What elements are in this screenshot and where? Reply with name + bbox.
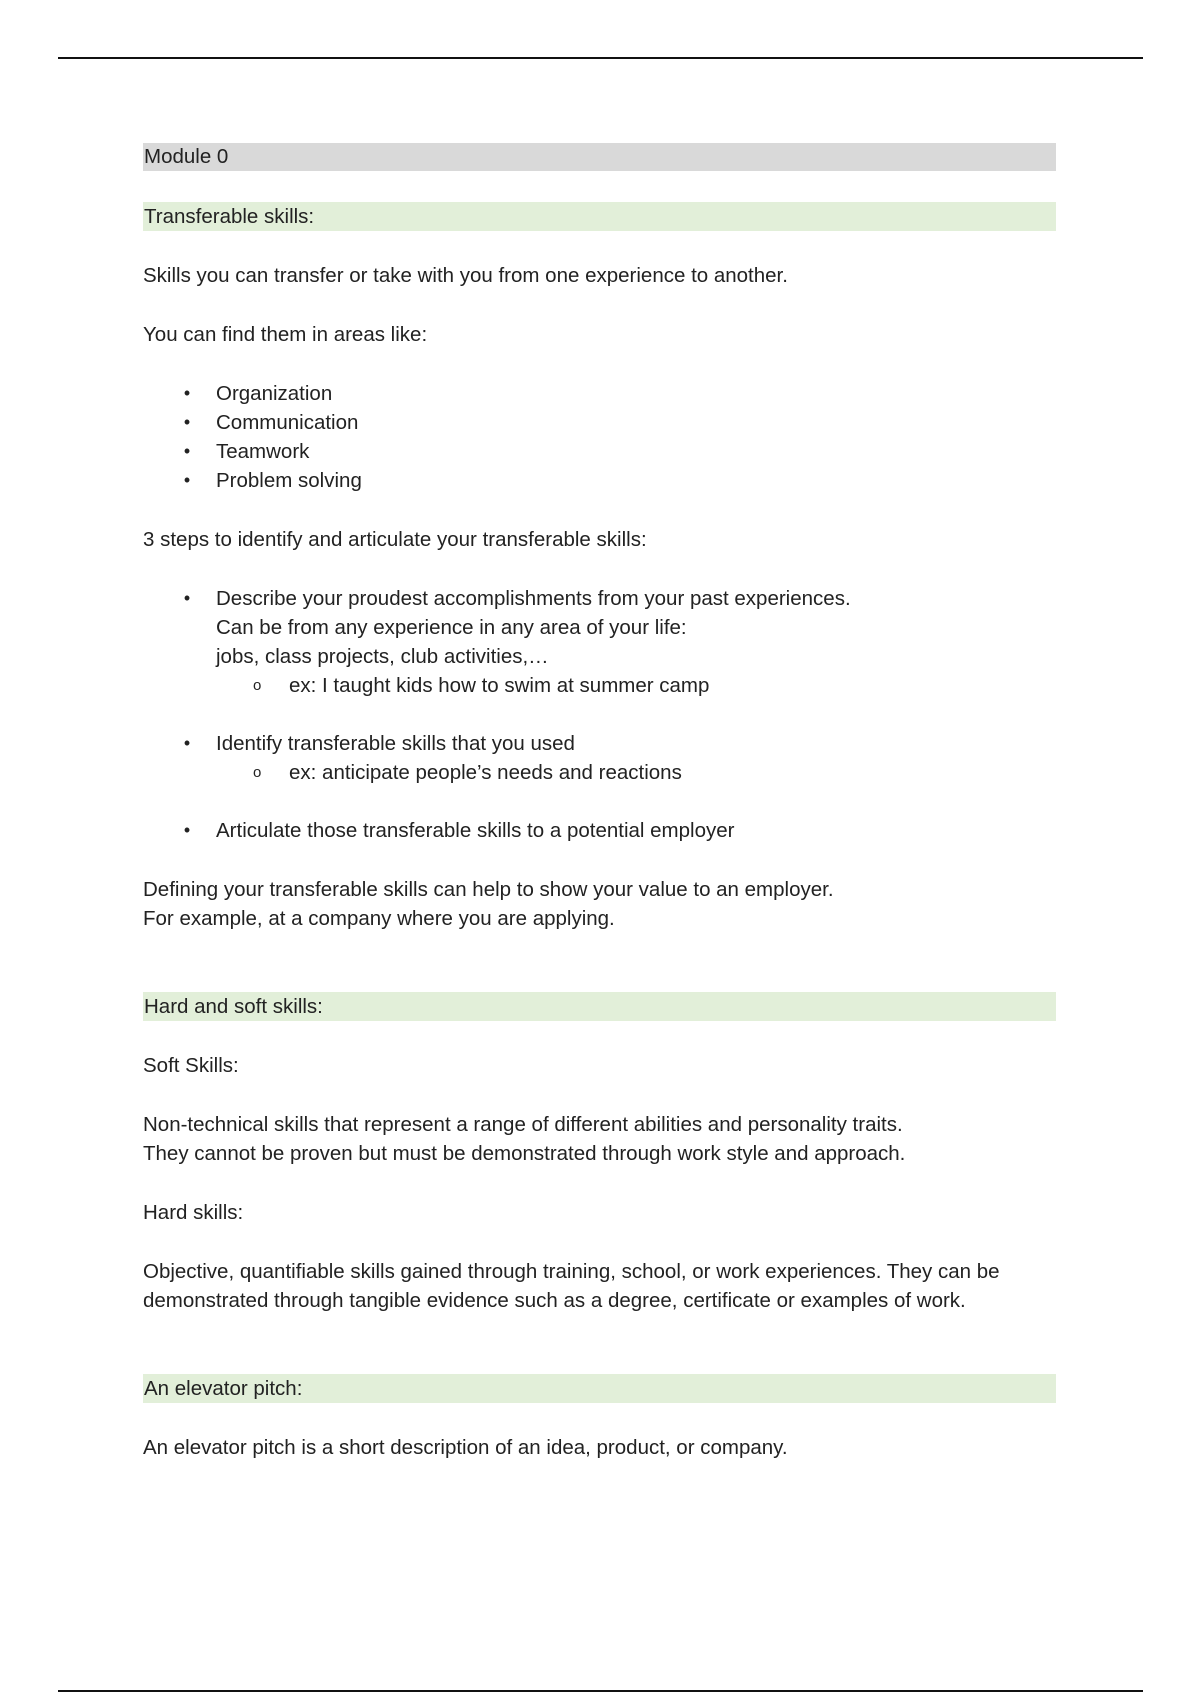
closing-line-1: Defining your transferable skills can help to show your value to an employer. (143, 878, 834, 901)
transferable-definition: Skills you can transfer or take with you from one experience to another. (143, 264, 788, 287)
steps-list-2 (143, 729, 1056, 758)
step-item-2: • Identify transferable skills that you used (143, 729, 1056, 758)
list-item: • Teamwork (143, 437, 1056, 466)
hard-skills-text: Objective, quantifiable skills gained through training, school, or work experiences. They can be demonstrated through tangible evidence such as a degree, certificate or examples of work. (143, 1260, 1000, 1312)
step-2-example-list (143, 758, 1056, 787)
bullet-icon: • (183, 383, 191, 403)
bullet-icon: • (183, 441, 191, 461)
soft-skills-label: Soft Skills: (143, 1054, 239, 1077)
areas-intro: You can find them in areas like: (143, 323, 428, 346)
document-page (143, 143, 1056, 1462)
list-item: • Problem solving (143, 466, 1056, 495)
page-top-rule (58, 57, 1143, 59)
areas-list (143, 379, 1056, 495)
section-heading-hard-soft: Hard and soft skills: (143, 992, 1056, 1021)
soft-skills-line-2: They cannot be proven but must be demonstrated through work style and approach. (143, 1142, 906, 1165)
steps-intro: 3 steps to identify and articulate your transferable skills: (143, 528, 647, 551)
steps-list-3 (143, 816, 1056, 845)
bullet-icon: • (183, 820, 191, 840)
step-item-1: • Describe your proudest accomplishments from your past experiences. Can be from any experience in any area of your life: jobs, class projects, club activities,… (143, 584, 1056, 671)
section-heading-elevator: An elevator pitch: (143, 1374, 1056, 1403)
soft-skills-line-1: Non-technical skills that represent a range of different abilities and personality traits. (143, 1113, 903, 1136)
section-heading-transferable: Transferable skills: (143, 202, 1056, 231)
list-item: o ex: I taught kids how to swim at summer camp (216, 671, 1056, 700)
bullet-icon: • (183, 412, 191, 432)
steps-list (143, 584, 1056, 671)
hard-skills-label: Hard skills: (143, 1201, 244, 1224)
list-item: • Organization (143, 379, 1056, 408)
bullet-icon: • (183, 588, 191, 608)
closing-line-2: For example, at a company where you are applying. (143, 907, 615, 930)
sub-bullet-icon: o (253, 677, 262, 694)
list-item: • Communication (143, 408, 1056, 437)
step-item-3: • Articulate those transferable skills to a potential employer (143, 816, 1056, 845)
bullet-icon: • (183, 470, 191, 490)
list-item: o ex: anticipate people’s needs and reactions (216, 758, 1056, 787)
elevator-definition: An elevator pitch is a short description of an idea, product, or company. (143, 1436, 788, 1459)
step-1-example-list (143, 671, 1056, 700)
page-bottom-rule (58, 1690, 1143, 1692)
module-title: Module 0 (143, 143, 1056, 171)
sub-bullet-icon: o (253, 764, 262, 781)
bullet-icon: • (183, 733, 191, 753)
